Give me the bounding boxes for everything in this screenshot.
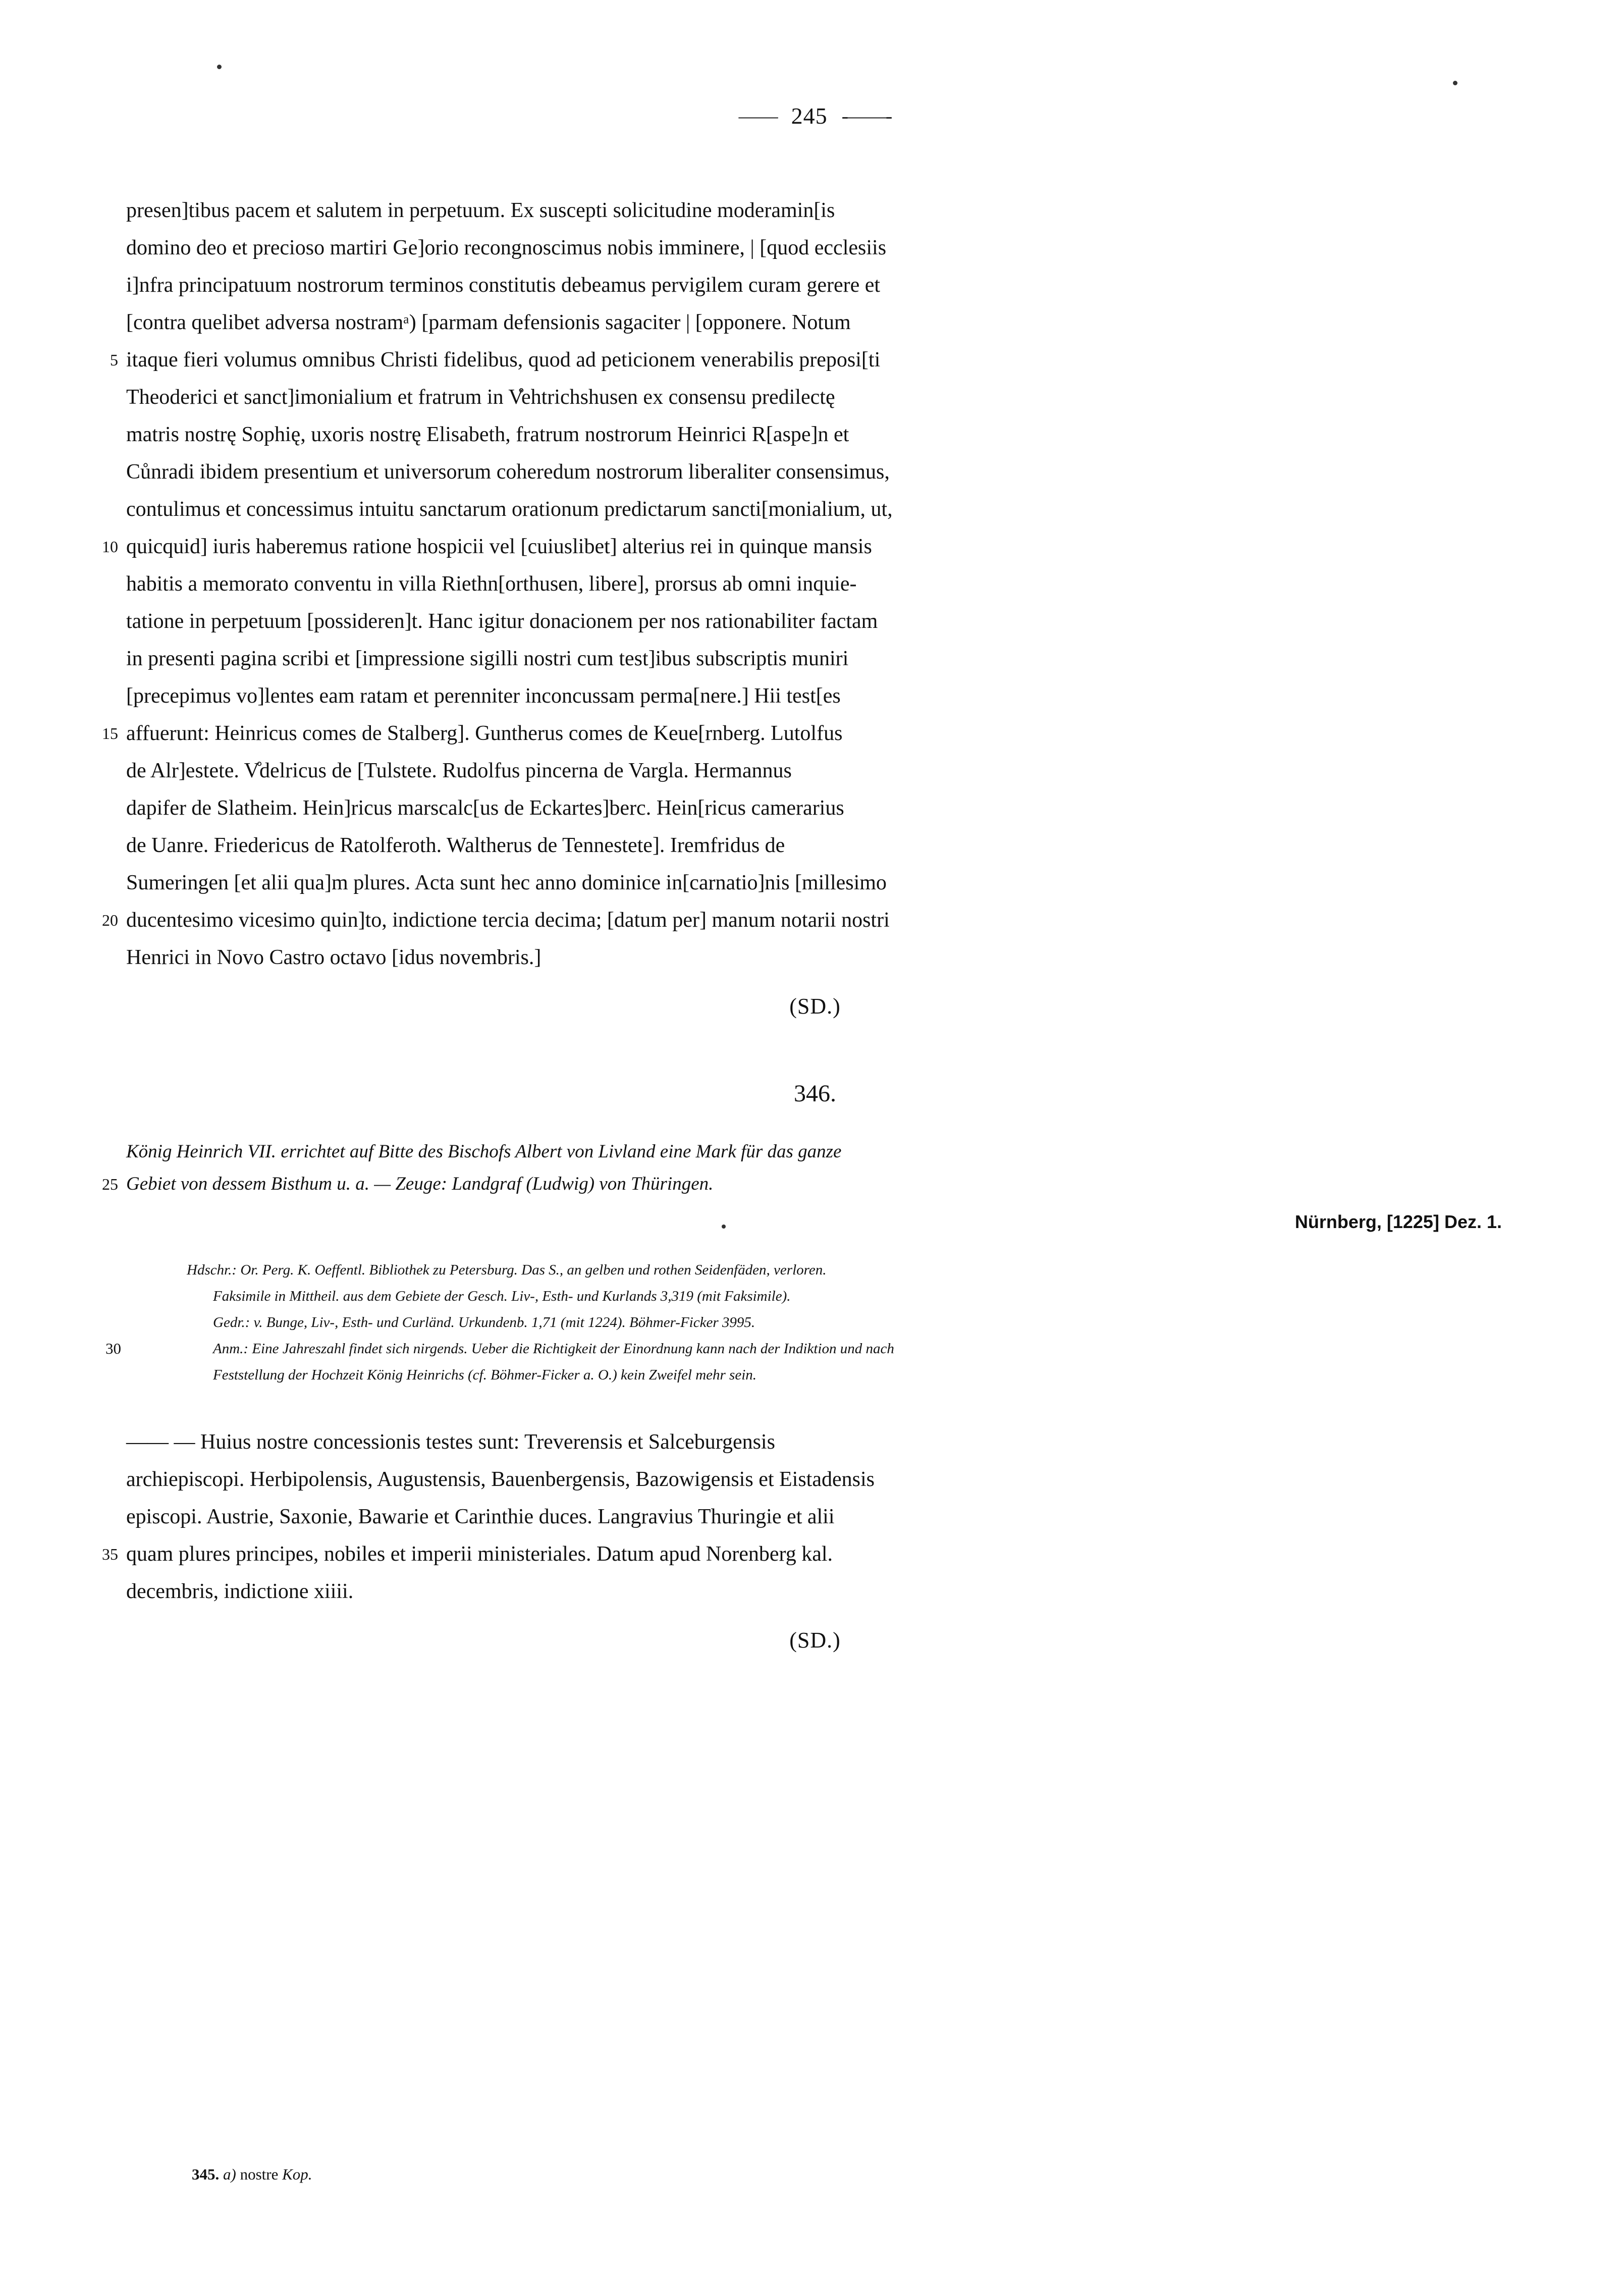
line-text: Gedr.: v. Bunge, Liv-, Esth- und Curländ. Urkundenb. 1,71 (mit 1224). Böhmer-Ficker 3995.	[213, 1314, 755, 1331]
text-line	[126, 1573, 1504, 1610]
entry-346-body	[102, 1423, 1504, 1653]
text-line	[126, 603, 1504, 640]
text-line	[126, 1498, 1504, 1535]
regest-line	[126, 1136, 1504, 1168]
line-text: decembris, indictione xiiii.	[126, 1580, 354, 1603]
header-rule-right: -——-	[841, 104, 892, 128]
text-line	[126, 752, 1504, 789]
text-line	[102, 901, 1504, 939]
text-line	[126, 453, 1504, 491]
page-number: 245	[791, 103, 828, 129]
line-text: ducentesimo vicesimo quin]to, indictione tercia decima; [datum per] manum notarii nostri	[126, 909, 890, 932]
line-number: 5	[110, 351, 118, 369]
line-text: Anm.: Eine Jahreszahl findet sich nirgends. Ueber die Richtigkeit der Einordnung kann nach der Indiktion und nach	[213, 1341, 894, 1357]
text-line	[126, 192, 1504, 229]
text-line	[102, 715, 1504, 752]
entry-346-regest	[102, 1136, 1504, 1200]
line-text: archiepiscopi. Herbipolensis, Augustensis, Bauenbergensis, Bazowigensis et Eistadensis	[126, 1468, 875, 1491]
line-text: —— — Huius nostre concessionis testes sunt: Treverensis et Salceburgensis	[126, 1430, 775, 1454]
line-text: Henrici in Novo Castro octavo [idus novembris.]	[126, 946, 542, 969]
line-number: 20	[102, 911, 118, 929]
line-text: presen]tibus pacem et salutem in perpetuum. Ex suscepti solicitudine moderamin[is	[126, 199, 835, 222]
line-text: de Uanre. Friedericus de Ratolferoth. Waltherus de Tennestete]. Iremfridus de	[126, 834, 785, 857]
ink-speck-left	[217, 65, 222, 69]
line-number: 10	[102, 538, 118, 556]
footnote-source: Kop.	[282, 2165, 312, 2183]
page-header	[126, 101, 1504, 131]
entry-346-apparatus	[105, 1257, 1504, 1388]
text-line	[126, 640, 1504, 677]
apparatus-line	[105, 1336, 1504, 1362]
regest-line	[102, 1168, 1504, 1200]
page-content	[102, 101, 1504, 1653]
line-text: Theoderici et sanct]imonialium et fratrum in V̊ehtrichshusen ex consensu predilectę	[126, 386, 835, 409]
seal-mark: (SD.)	[789, 994, 841, 1019]
line-text: episcopi. Austrie, Saxonie, Bawarie et Carinthie duces. Langravius Thuringie et alii	[126, 1505, 835, 1528]
text-line	[126, 229, 1504, 267]
line-text: quam plures principes, nobiles et imperii ministeriales. Datum apud Norenberg kal.	[126, 1543, 833, 1566]
line-text: affuerunt: Heinricus comes de Stalberg]. Guntherus comes de Keue[rnberg. Lutolfus	[126, 722, 843, 745]
line-text: domino deo et precioso martiri Ge]orio recongnoscimus nobis imminere, | [quod ecclesiis	[126, 236, 887, 259]
line-text: i]nfra principatuum nostrorum terminos constitutis debeamus pervigilem curam gerere et	[126, 274, 881, 297]
line-text: habitis a memorato conventu in villa Riethn[orthusen, libere], prorsus ab omni inquie-	[126, 572, 857, 596]
line-text: contulimus et concessimus intuitu sanctarum orationum predictarum sancti[monialium, ut,	[126, 498, 893, 521]
footnote-marker: a)	[223, 2165, 236, 2183]
seal-mark: (SD.)	[789, 1628, 841, 1653]
line-text: Sumeringen [et alii qua]m plures. Acta sunt hec anno dominice in[carnatio]nis [millesimo	[126, 871, 887, 894]
line-text: [precepimus vo]lentes eam ratam et perenniter inconcussam perma[nere.] Hii test[es	[126, 684, 841, 708]
line-text: Gebiet von dessem Bisthum u. a. — Zeuge: Landgraf (Ludwig) von Thüringen.	[126, 1174, 714, 1194]
text-line	[126, 491, 1504, 528]
apparatus-line	[187, 1283, 1504, 1309]
text-line	[126, 1423, 1504, 1461]
footnote-text: nostre	[240, 2165, 279, 2183]
line-text: tatione in perpetuum [possideren]t. Hanc igitur donacionem per nos rationabiliter factam	[126, 610, 878, 633]
text-line	[110, 341, 1504, 379]
line-number: 35	[102, 1545, 118, 1563]
text-line	[126, 416, 1504, 453]
ink-speck-dateline	[722, 1225, 726, 1229]
footnote-entry-number: 345.	[192, 2165, 220, 2183]
text-line	[126, 379, 1504, 416]
apparatus-line	[187, 1257, 1504, 1283]
line-text: König Heinrich VII. errichtet auf Bitte des Bischofs Albert von Livland eine Mark für das ganze	[126, 1141, 842, 1162]
text-line	[126, 1461, 1504, 1498]
apparatus-line	[187, 1362, 1504, 1388]
text-line	[126, 939, 1504, 976]
apparatus-line	[187, 1309, 1504, 1336]
text-line	[126, 827, 1504, 864]
charter-345-body	[102, 192, 1504, 1019]
line-text: Hdschr.: Or. Perg. K. Oeffentl. Bibliothek zu Petersburg. Das S., an gelben und rothen Seidenfäden, verloren.	[187, 1262, 827, 1278]
line-text: itaque fieri volumus omnibus Christi fidelibus, quod ad peticionem venerabilis preposi[ti	[126, 348, 881, 371]
line-text: [contra quelibet adversa nostramᵃ) [parmam defensionis sagaciter | [opponere. Notum	[126, 311, 851, 334]
line-text: quicquid] iuris haberemus ratione hospicii vel [cuiuslibet] alterius rei in quinque mansis	[126, 535, 872, 558]
text-line	[126, 267, 1504, 304]
spacer	[126, 1388, 1504, 1423]
line-number: 25	[102, 1175, 118, 1193]
line-text: in presenti pagina scribi et [impressione sigilli nostri cum test]ibus subscriptis muniri	[126, 647, 849, 670]
dateline: Nürnberg, [1225] Dez. 1.	[1294, 1211, 1502, 1232]
line-text: Cůnradi ibidem presentium et universorum coheredum nostrorum liberaliter consensimus,	[126, 460, 890, 484]
text-line	[126, 677, 1504, 715]
line-text: de Alr]estete. V̊delricus de [Tulstete. Rudolfus pincerna de Vargla. Hermannus	[126, 759, 792, 782]
header-rule-left: ——	[738, 104, 777, 128]
entry-number-346: 346.	[794, 1080, 836, 1107]
line-number: 15	[102, 724, 118, 742]
text-line	[126, 789, 1504, 827]
text-line	[126, 864, 1504, 901]
line-text: matris nostrę Sophię, uxoris nostrę Elisabeth, fratrum nostrorum Heinrici R[aspe]n et	[126, 423, 849, 446]
text-line	[102, 1535, 1504, 1573]
line-text: Faksimile in Mittheil. aus dem Gebiete der Gesch. Liv-, Esth- und Kurlands 3,319 (mit Faksimile).	[213, 1288, 791, 1304]
line-text: Feststellung der Hochzeit König Heinrichs (cf. Böhmer-Ficker a. O.) kein Zweifel mehr sein.	[213, 1367, 757, 1383]
text-line	[102, 528, 1504, 565]
line-number: 30	[105, 1340, 121, 1357]
footnote	[192, 2165, 312, 2184]
line-text: dapifer de Slatheim. Hein]ricus marscalc[us de Eckartes]berc. Hein[ricus camerarius	[126, 796, 844, 820]
ink-speck-right	[1453, 81, 1457, 85]
text-line	[126, 304, 1504, 341]
text-line	[126, 565, 1504, 603]
